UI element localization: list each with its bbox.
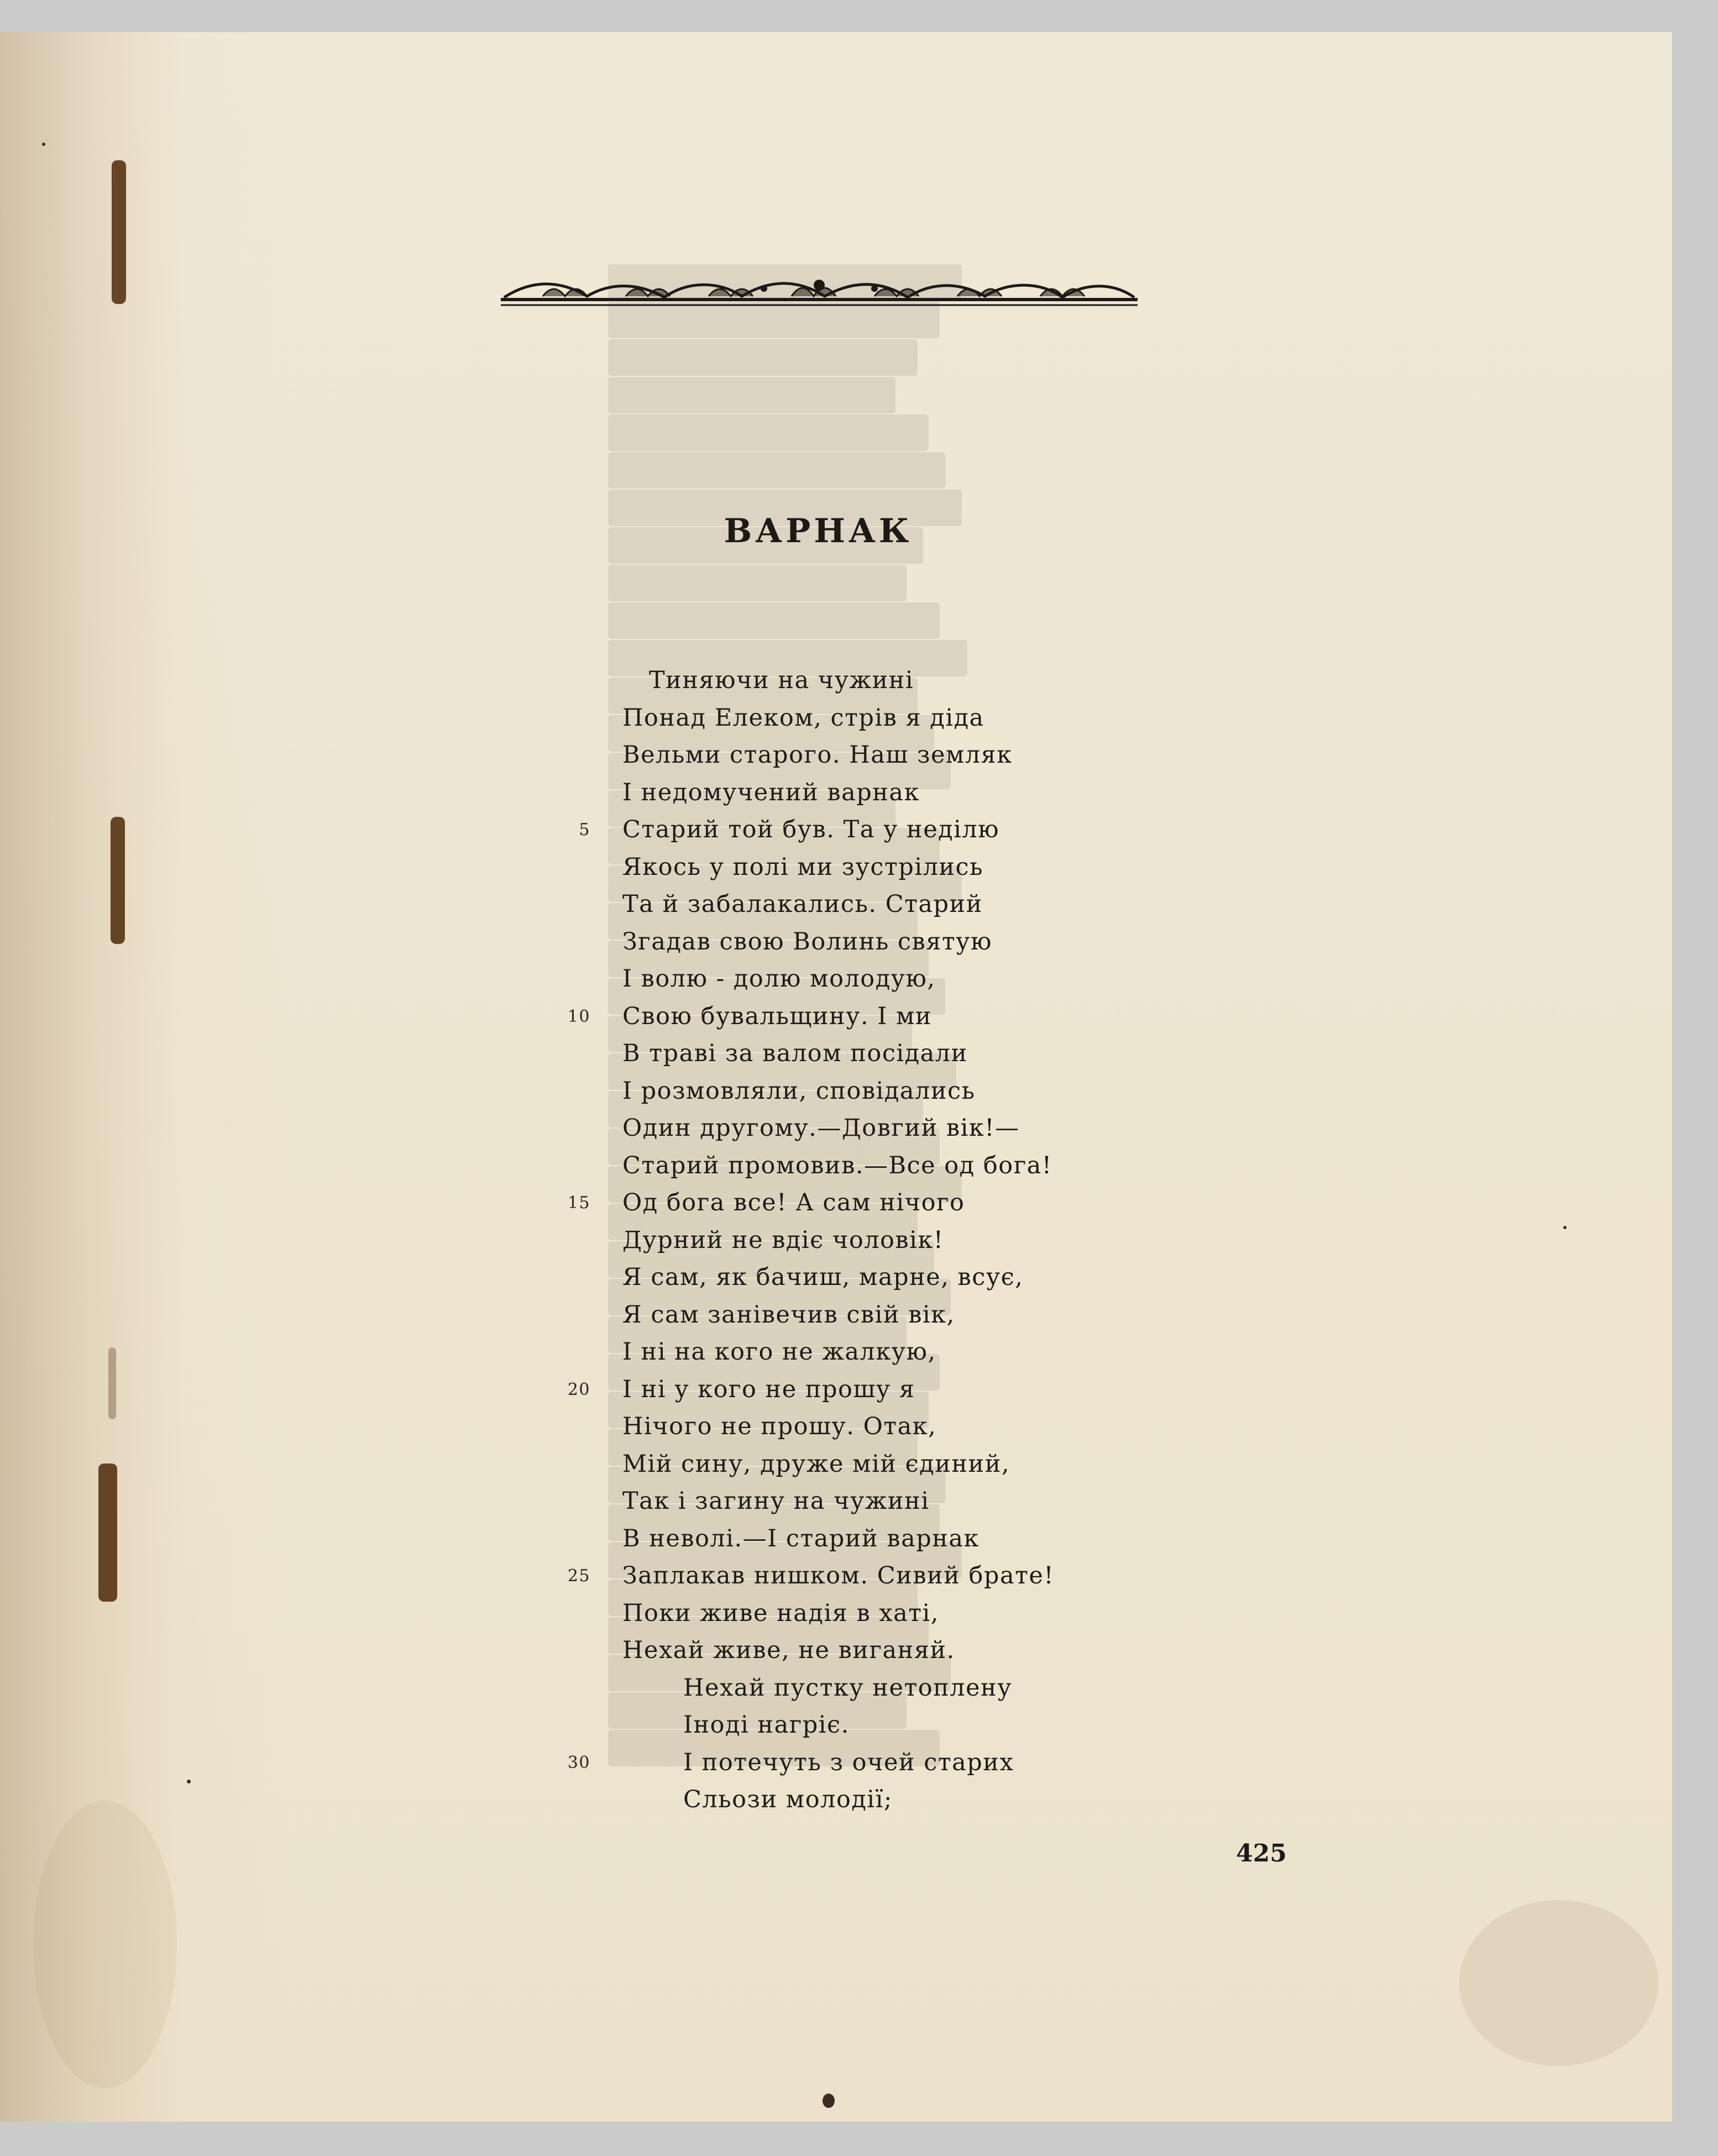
poem-line-text: Заплакав нишком. Сивий брате!	[622, 1562, 1055, 1590]
poem-line-text: В траві за валом посідали	[622, 1040, 968, 1067]
poem-body	[566, 662, 1141, 1819]
poem-line-text: Дурний не вдіє чоловік!	[622, 1226, 944, 1254]
binding-rust-mark	[98, 1463, 117, 1602]
poem-line	[566, 961, 1141, 998]
poem-line-text: Я сам, як бачиш, марне, всує,	[622, 1263, 1024, 1291]
poem-line-text: В неволі.—І старий варнак	[622, 1524, 980, 1552]
poem-line	[566, 998, 1141, 1036]
poem-line	[566, 737, 1141, 774]
line-number: 15	[567, 1193, 590, 1213]
poem-line	[566, 662, 1141, 700]
binding-rust-mark	[108, 1347, 116, 1419]
poem-line-text: Старий той був. Та у неділю	[622, 816, 1000, 843]
poem-line-text: І недомучений варнак	[622, 778, 920, 806]
poem-title: ВАРНАК	[724, 512, 913, 550]
poem-line	[566, 700, 1141, 737]
speck	[187, 1780, 191, 1783]
poem-line-text: Нехай живе, не виганяй.	[622, 1636, 955, 1664]
poem-line-text: І ні на кого не жалкую,	[622, 1338, 936, 1366]
poem-line	[566, 1557, 1141, 1595]
speck	[1563, 1226, 1567, 1229]
poem-line-text: Нічого не прошу. Отак,	[622, 1413, 937, 1440]
poem-line-text: Я сам занівечив свій вік,	[622, 1300, 955, 1329]
poem-line	[566, 1595, 1141, 1633]
line-number: 5	[579, 820, 590, 840]
book-page	[0, 32, 1672, 2122]
poem-line-text: Старий промовив.—Все од бога!	[622, 1151, 1052, 1179]
poem-line	[566, 1073, 1141, 1110]
poem-line	[566, 1632, 1141, 1670]
poem-line	[566, 1483, 1141, 1520]
poem-line	[566, 1334, 1141, 1371]
poem-line-text: І ні у кого не прошу я	[622, 1375, 915, 1403]
poem-line-text: Так і загину на чужині	[622, 1487, 930, 1515]
poem-line-text: Та й забалакались. Старий	[622, 890, 983, 918]
poem-line	[566, 1035, 1141, 1073]
poem-line-text: Якось у полі ми зустрілись	[622, 853, 984, 881]
poem-line	[566, 849, 1141, 886]
poem-line	[566, 1371, 1141, 1409]
decorative-headpiece	[499, 269, 1140, 313]
poem-line-text: Один другому.—Довгий вік!—	[622, 1114, 1020, 1142]
poem-line	[566, 1147, 1141, 1185]
line-number: 25	[567, 1566, 590, 1586]
poem-line	[566, 1781, 1141, 1819]
poem-line-text: Понад Елеком, стрів я діда	[622, 704, 984, 732]
poem-line-text: Згадав свою Волинь святую	[622, 927, 992, 956]
line-number: 30	[567, 1753, 590, 1772]
poem-line-text: Свою бувальщину. І ми	[622, 1002, 933, 1030]
poem-line-text: Поки живе надія в хаті,	[622, 1599, 939, 1627]
poem-line	[566, 1222, 1141, 1260]
poem-line-text: І волю - долю молодую,	[622, 965, 936, 993]
poem-line	[566, 1446, 1141, 1483]
poem-line	[566, 774, 1141, 812]
poem-line-text: І потечуть з очей старих	[683, 1748, 1014, 1776]
poem-line	[566, 1670, 1141, 1707]
binding-rust-mark	[111, 817, 125, 944]
poem-line	[566, 886, 1141, 924]
poem-line	[566, 1744, 1141, 1782]
page-number: 425	[1236, 1839, 1287, 1868]
poem-line-text: Од бога все! А сам нічого	[622, 1189, 965, 1216]
poem-line	[566, 924, 1141, 961]
poem-line	[566, 1184, 1141, 1222]
poem-line-text: Нехай пустку нетоплену	[683, 1674, 1013, 1702]
poem-line	[566, 1259, 1141, 1297]
poem-line-text: І розмовляли, сповідались	[622, 1077, 976, 1105]
poem-line	[566, 1408, 1141, 1446]
poem-line	[566, 811, 1141, 849]
speck	[42, 143, 45, 146]
poem-line	[566, 1707, 1141, 1744]
poem-line-text: Сльози молодії;	[683, 1786, 893, 1813]
line-number: 20	[567, 1379, 590, 1399]
poem-line	[566, 1110, 1141, 1147]
poem-line-text: Тиняючи на чужині	[649, 667, 914, 694]
speck	[823, 2094, 835, 2108]
binding-rust-mark	[112, 160, 126, 304]
poem-line-text: Вельми старого. Наш земляк	[622, 741, 1013, 769]
poem-line-text: Мій сину, друже мій єдиний,	[622, 1450, 1010, 1478]
poem-line-text: Іноді нагріє.	[683, 1711, 850, 1739]
line-number: 10	[567, 1006, 590, 1026]
paper-stain	[1459, 1900, 1658, 2066]
paper-stain	[33, 1801, 177, 2088]
poem-line	[566, 1297, 1141, 1334]
poem-line	[566, 1520, 1141, 1558]
